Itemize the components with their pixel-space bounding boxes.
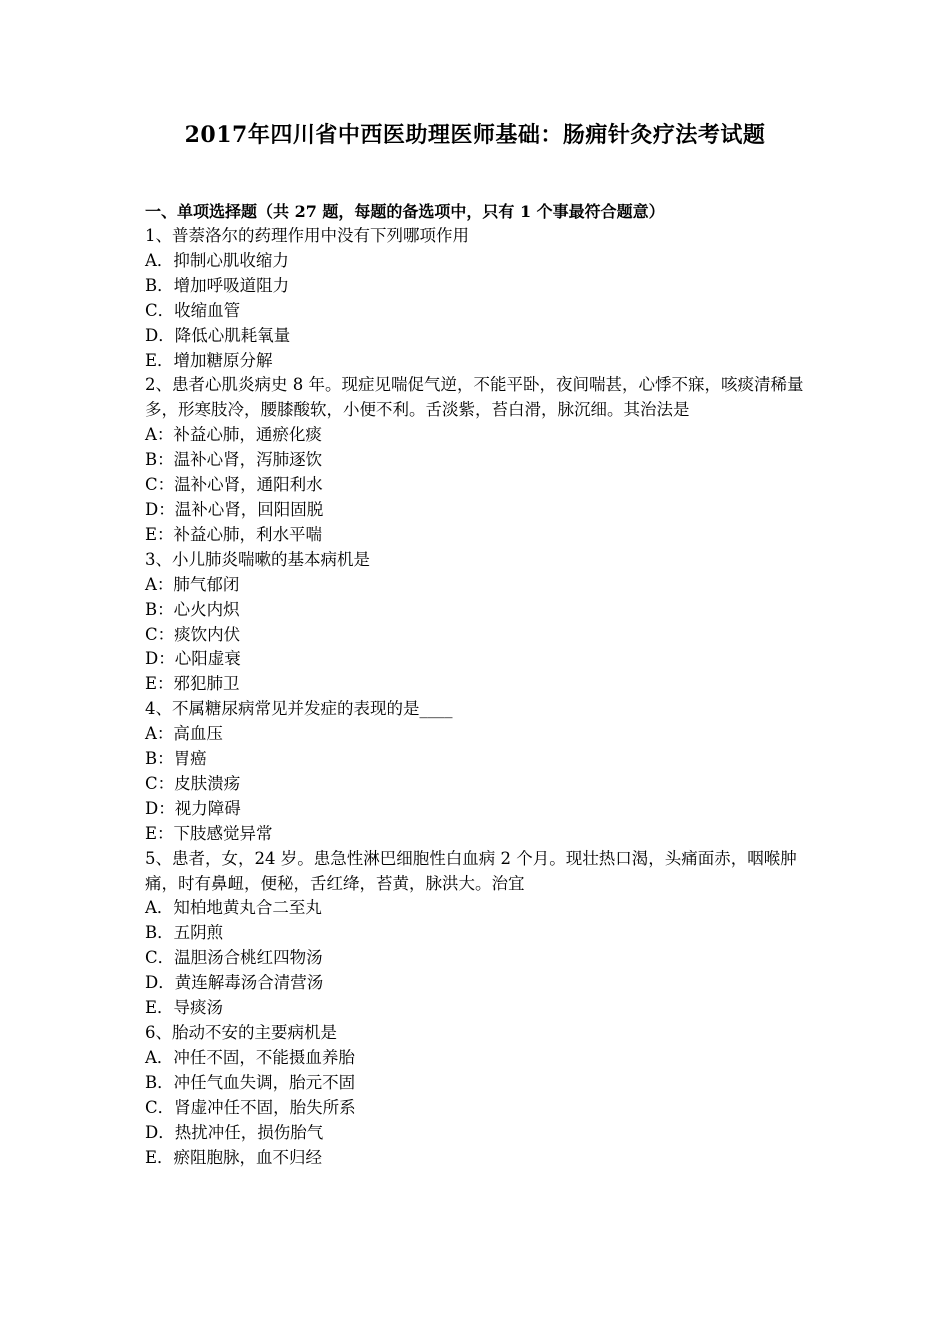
question-stem: 2、患者心肌炎病史 8 年。现症见喘促气逆，不能平卧，夜间喘甚，心悸不寐，咳痰清稀量多，形寒肢冷，腰膝酸软，小便不利。舌淡紫，苔白滑，脉沉细。其治法是 [145, 375, 804, 420]
option-c: C．肾虚冲任不固，胎失所系 [145, 1097, 356, 1117]
document-title: 2017年四川省中西医助理医师基础：肠痈针灸疗法考试题 [184, 122, 766, 148]
option-b: B：心火内炽 [145, 599, 240, 619]
option-a: A：肺气郁闭 [145, 574, 240, 594]
option-b: B．增加呼吸道阻力 [145, 275, 290, 295]
option-c: C．收缩血管 [145, 300, 241, 320]
option-e: E：下肢感觉异常 [145, 823, 273, 843]
question-3 [145, 548, 825, 697]
option-e: E．增加糖原分解 [145, 350, 273, 370]
option-d: D：心阳虚衰 [145, 649, 241, 669]
option-b: B：温补心肾，泻肺逐饮 [145, 450, 323, 470]
option-a: A．冲任不固，不能摄血养胎 [145, 1047, 355, 1067]
option-e: E．瘀阻胞脉，血不归经 [145, 1147, 323, 1167]
option-e: E：补益心肺，利水平喘 [145, 524, 323, 544]
document-body [145, 199, 825, 1170]
question-6 [145, 1021, 825, 1170]
option-e: E．导痰汤 [145, 998, 224, 1018]
question-4 [145, 697, 825, 846]
option-a: A．抑制心肌收缩力 [145, 250, 289, 270]
question-2 [145, 373, 825, 547]
option-b: B．冲任气血失调，胎元不固 [145, 1072, 356, 1092]
option-d: D：视力障碍 [145, 798, 241, 818]
option-a: A：高血压 [145, 724, 223, 744]
option-d: D．热扰冲任，损伤胎气 [145, 1122, 324, 1142]
option-d: D．降低心肌耗氧量 [145, 325, 291, 345]
question-1 [145, 224, 825, 373]
option-c: C：温补心肾，通阳利水 [145, 475, 323, 495]
option-e: E：邪犯肺卫 [145, 674, 240, 694]
option-d: D．黄连解毒汤合清营汤 [145, 973, 324, 993]
option-b: B：胃癌 [145, 749, 207, 769]
option-a: A．知柏地黄丸合二至丸 [145, 898, 322, 918]
question-stem: 4、不属糖尿病常见并发症的表现的是____ [145, 699, 453, 719]
question-stem: 1、普萘洛尔的药理作用中没有下列哪项作用 [145, 226, 469, 245]
question-stem: 5、患者，女，24 岁。患急性淋巴细胞性白血病 2 个月。现壮热口渴，头痛面赤，咽喉肿痛，时有鼻衄，便秘，舌红绛，苔黄，脉洪大。治宜 [145, 848, 797, 893]
option-c: C．温胆汤合桃红四物汤 [145, 948, 323, 968]
option-c: C：痰饮内伏 [145, 624, 241, 644]
option-d: D：温补心肾，回阳固脱 [145, 499, 324, 519]
section-heading: 一、单项选择题（共 27 题，每题的备选项中，只有 1 个事最符合题意） [145, 202, 665, 221]
question-stem: 6、胎动不安的主要病机是 [145, 1023, 337, 1042]
question-stem: 3、小儿肺炎喘嗽的基本病机是 [145, 549, 370, 569]
question-5 [145, 847, 825, 1021]
option-a: A：补益心肺，通瘀化痰 [145, 425, 322, 445]
option-c: C：皮肤溃疡 [145, 773, 241, 793]
option-b: B．五阴煎 [145, 923, 224, 943]
